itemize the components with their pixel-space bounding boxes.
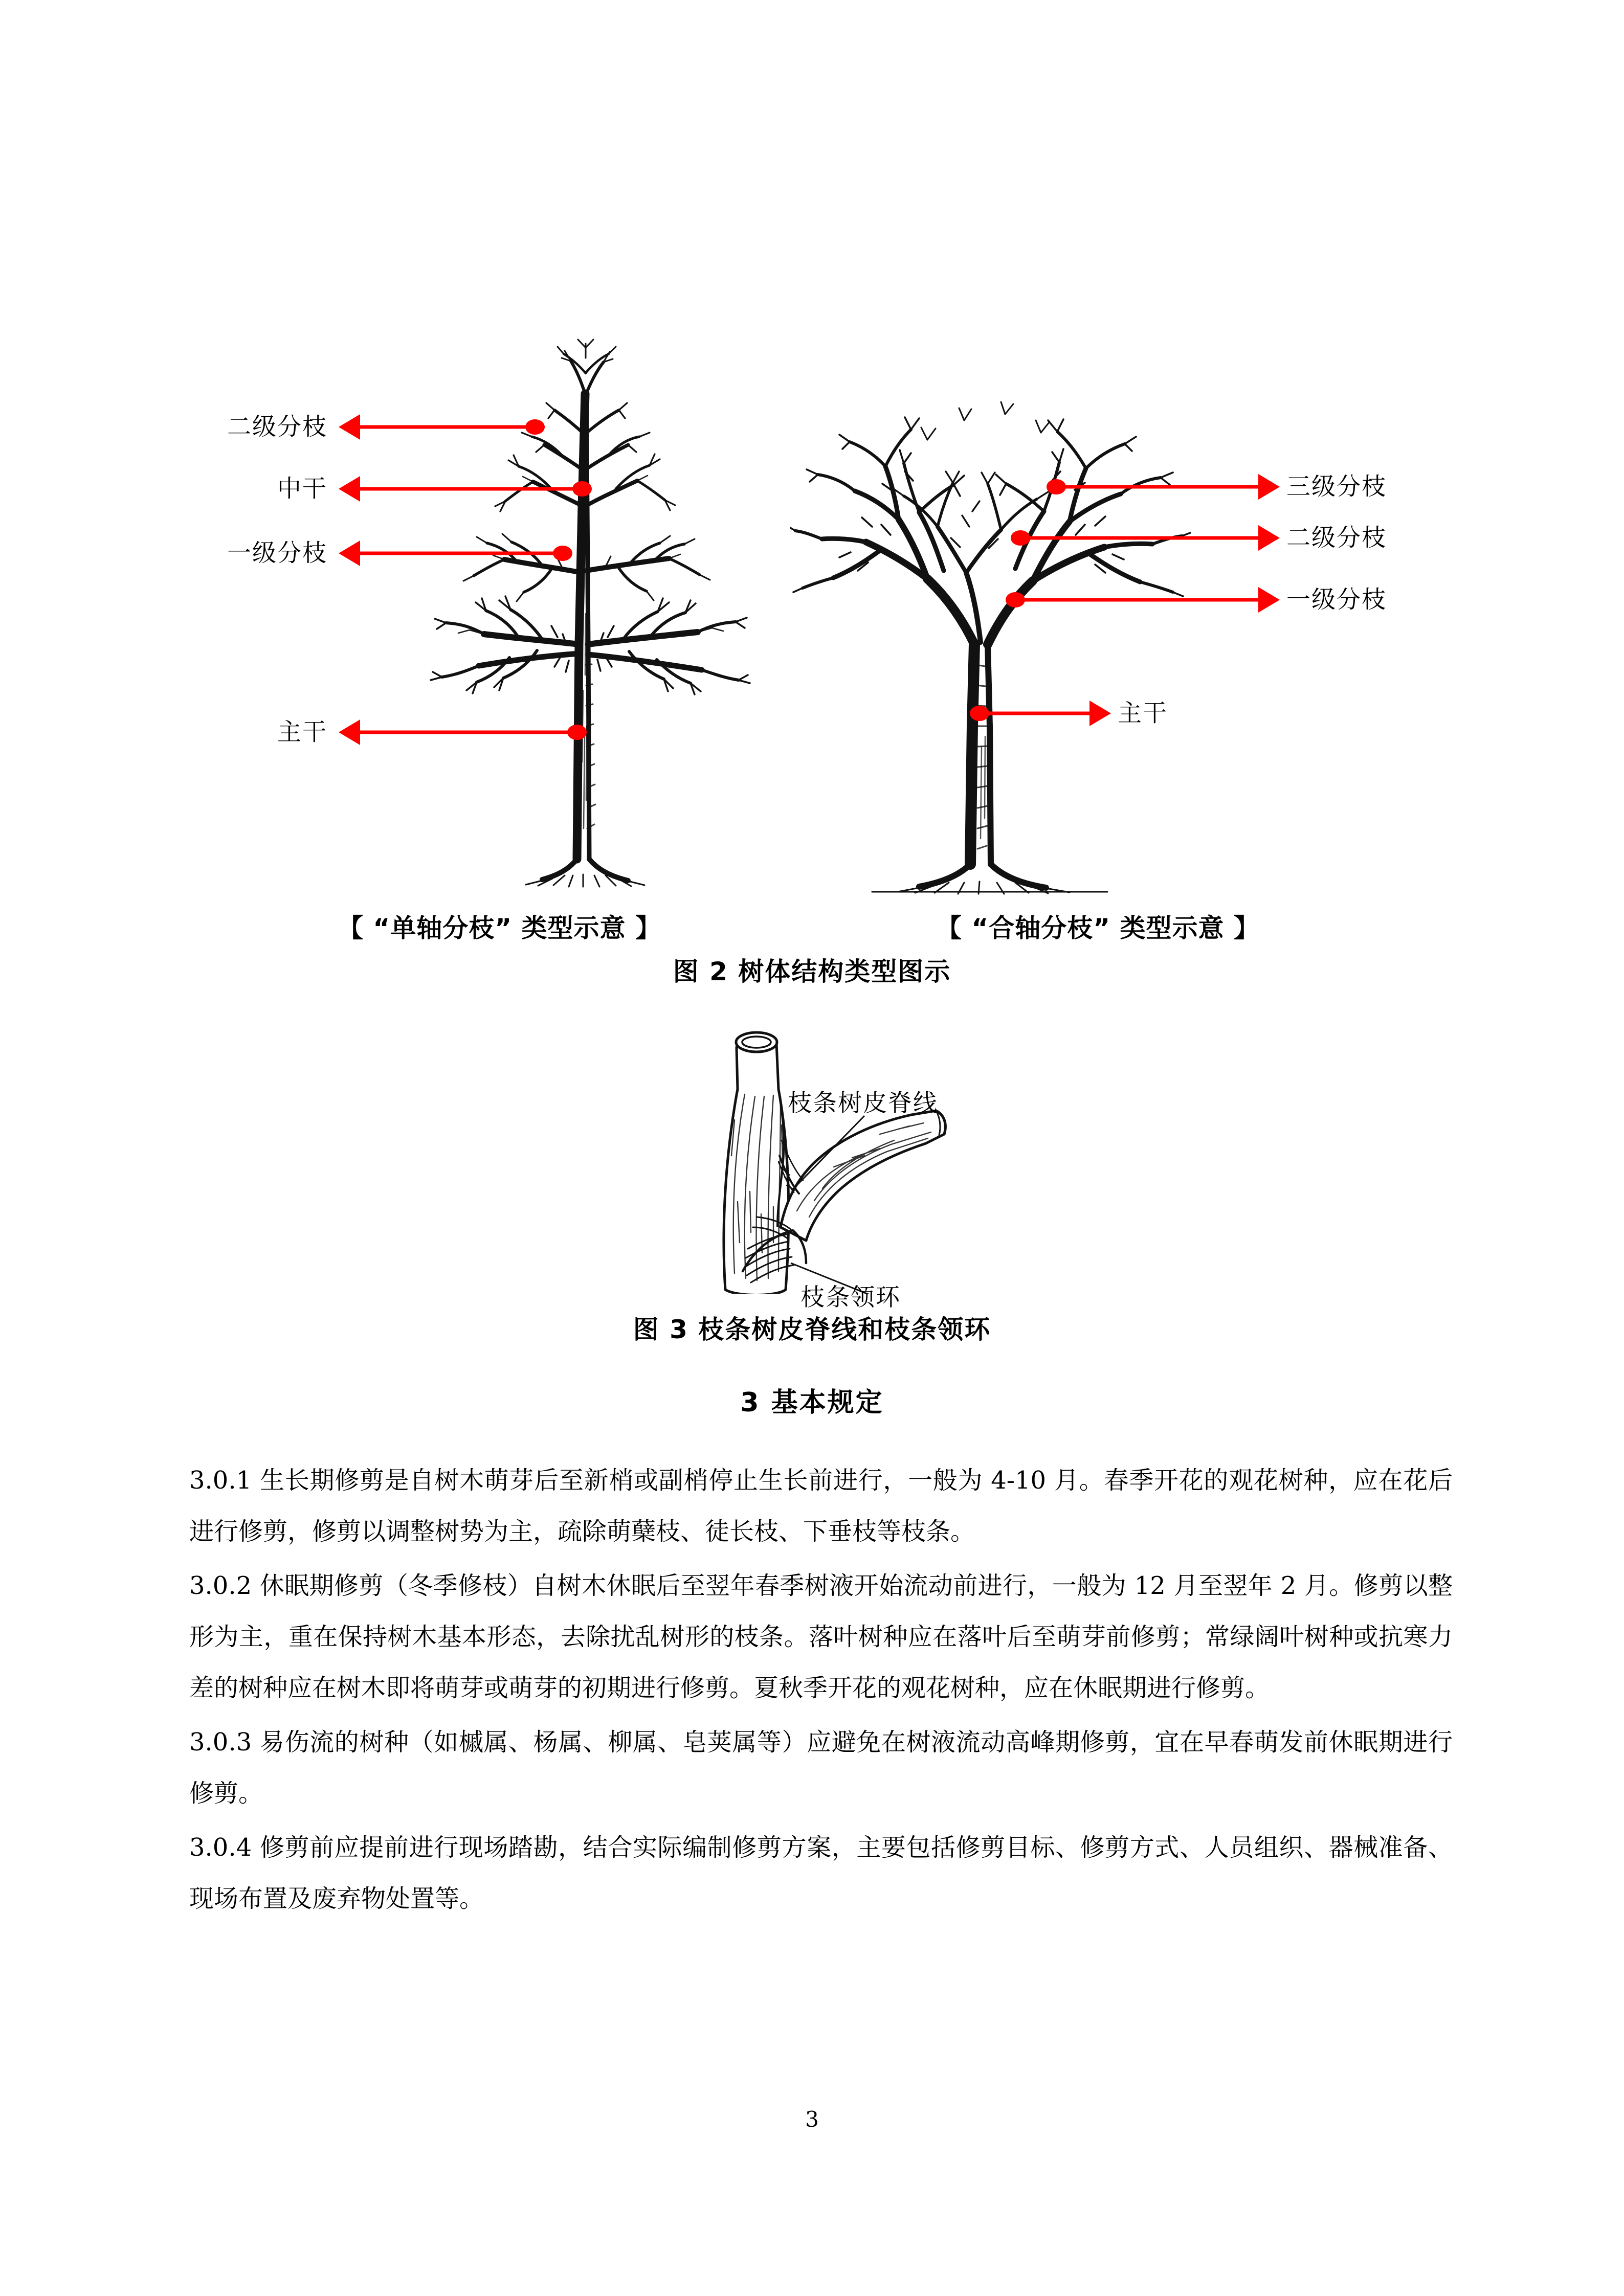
callout-label-right-trunk: 主干: [1118, 699, 1168, 728]
callout-leader-left-central-leader: [360, 487, 579, 491]
callout-label-right-secondary: 二级分枝: [1286, 524, 1387, 552]
figure-3-label-branch-bark-ridge: 枝条树皮脊线: [788, 1089, 938, 1117]
clause-3-0-1: 3.0.1 生长期修剪是自树木萌芽后至新梢或副梢停止生长前进行，一般为 4-10 月。春季开花的观花树种，应在花后进行修剪，修剪以调整树势为主，疏除萌蘖枝、徒长枝、下垂枝等枝条。: [189, 1466, 1453, 1546]
figure-3-branch-bark-ridge-and-collar: [0, 987, 1624, 1312]
callout-dot-left-trunk: [567, 725, 587, 740]
body-text-container: [189, 1455, 1453, 1927]
callout-arrowhead-left-primary: [339, 541, 360, 566]
section-heading-basic-requirements: 3 基本规定: [740, 1387, 884, 1418]
callout-label-left-central-leader: 中干: [277, 475, 327, 503]
callout-leader-right-trunk: [987, 712, 1089, 715]
callout-arrowhead-right-primary: [1258, 587, 1280, 613]
callout-dot-left-primary: [553, 546, 572, 561]
callout-dot-left-secondary: [525, 419, 545, 435]
callout-arrowhead-right-tertiary: [1258, 474, 1280, 500]
figure-2-tree-structure-types: [0, 286, 1624, 926]
callout-leader-right-primary: [1023, 598, 1258, 602]
callout-label-left-secondary: 二级分枝: [227, 413, 327, 441]
figure-2-left-panel-caption: 【 “单轴分枝” 类型示意 】: [338, 913, 661, 943]
callout-dot-right-secondary: [1011, 530, 1030, 546]
callout-leader-left-trunk: [360, 731, 575, 734]
callout-leader-right-tertiary: [1064, 485, 1258, 489]
tree-illustration-monopodial: [389, 286, 777, 895]
callout-dot-right-primary: [1006, 592, 1025, 607]
callout-dot-right-trunk: [970, 706, 989, 721]
callout-arrowhead-left-secondary: [339, 414, 360, 440]
figure-2-caption: 图 2 树体结构类型图示: [673, 957, 951, 986]
callout-arrowhead-right-secondary: [1258, 525, 1280, 551]
callout-arrowhead-right-trunk: [1089, 701, 1111, 726]
callout-label-right-primary: 一级分枝: [1286, 586, 1387, 614]
callout-leader-right-secondary: [1028, 536, 1258, 540]
figure-3-caption: 图 3 枝条树皮脊线和枝条领环: [633, 1315, 991, 1344]
figure-2-right-panel-caption: 【 “合轴分枝” 类型示意 】: [936, 913, 1260, 943]
clause-3-0-2: 3.0.2 休眠期修剪（冬季修枝）自树木休眠后至翌年春季树液开始流动前进行，一般为 12 月至翌年 2 月。修剪以整形为主，重在保持树木基本形态，去除扰乱树形的枝条。落叶树种应在落叶后至萌芽前修剪；常绿阔叶树种或抗寒力差的树种应在树木即将萌芽或萌芽的初期进行修剪。夏秋季开花的观花树种，应在休眠期进行修剪。: [189, 1571, 1453, 1702]
branch-union-illustration: [660, 987, 977, 1294]
callout-leader-left-secondary: [360, 425, 533, 429]
callout-label-left-primary: 一级分枝: [227, 539, 327, 568]
figure-3-label-branch-collar: 枝条领环: [800, 1284, 901, 1312]
callout-dot-right-tertiary: [1047, 479, 1066, 494]
callout-label-right-tertiary: 三级分枝: [1286, 472, 1387, 501]
clause-3-0-3: 3.0.3 易伤流的树种（如槭属、杨属、柳属、皂荚属等）应避免在树液流动高峰期修剪，宜在早春萌发前休眠期进行修剪。: [189, 1728, 1453, 1808]
callout-arrowhead-left-trunk: [339, 719, 360, 745]
clause-3-0-4: 3.0.4 修剪前应提前进行现场踏勘，结合实际编制修剪方案，主要包括修剪目标、修剪方式、人员组织、器械准备、现场布置及废弃物处置等。: [189, 1833, 1453, 1913]
callout-dot-left-central-leader: [572, 481, 592, 497]
callout-label-left-trunk: 主干: [277, 718, 327, 747]
page-number: 3: [805, 2107, 819, 2132]
callout-arrowhead-left-central-leader: [339, 476, 360, 502]
tree-illustration-sympodial: [790, 286, 1194, 895]
callout-leader-left-primary: [360, 552, 561, 555]
